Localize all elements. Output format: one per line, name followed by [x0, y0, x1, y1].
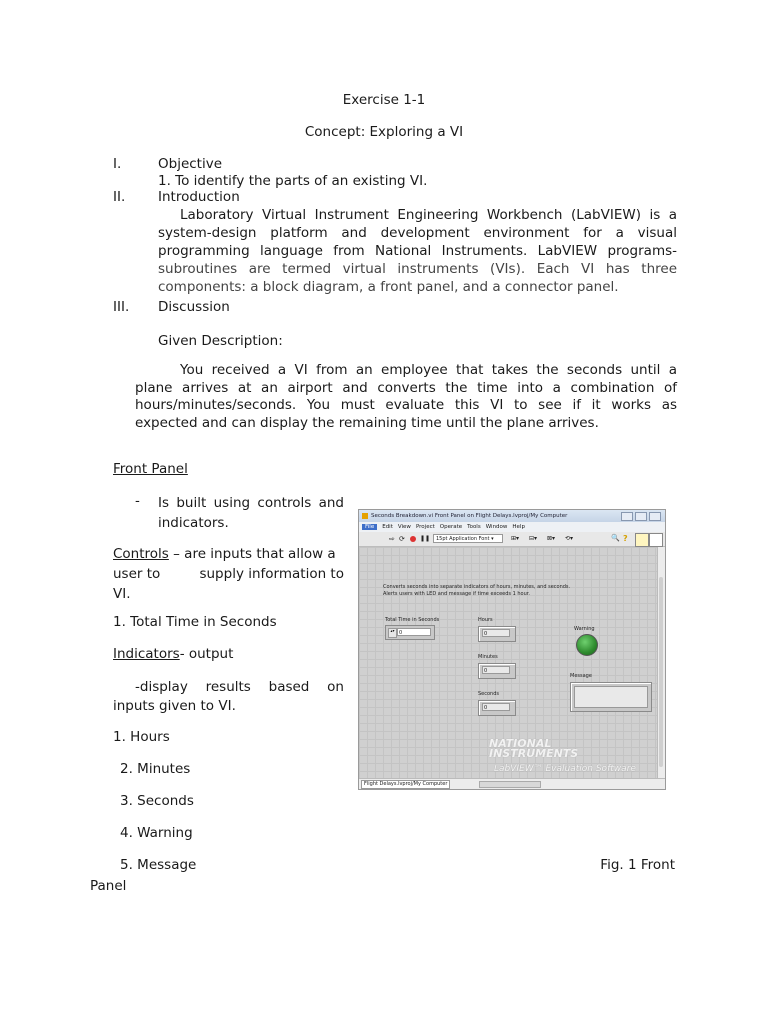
watermark-line: INSTRUMENTS	[489, 747, 579, 760]
menu-bar	[359, 522, 665, 532]
controls-definition	[113, 544, 344, 604]
exercise-title: Exercise 1-1	[342, 92, 426, 108]
menu-file[interactable]: File	[362, 524, 377, 530]
menu-tools[interactable]: Tools	[467, 524, 481, 530]
message-indicator	[570, 682, 652, 712]
minimize-icon[interactable]	[621, 512, 633, 521]
increment-decrement-icon[interactable]: ▴▾	[388, 628, 397, 638]
toolbar	[359, 532, 665, 547]
built-line: Is built using controls and	[158, 495, 344, 511]
menu-project[interactable]: Project	[415, 524, 435, 530]
section-2-number: II.	[113, 189, 126, 205]
figure-caption: Fig. 1 Front	[600, 857, 675, 873]
built-line: indicators.	[158, 515, 229, 531]
panel-canvas	[359, 547, 657, 780]
indicator-item: 4. Warning	[120, 825, 193, 841]
indicators-term: Indicators	[113, 646, 180, 662]
warning-led-icon	[576, 634, 598, 656]
labview-app-icon	[362, 513, 368, 519]
objective-item: 1. To identify the parts of an existing VI.	[158, 173, 428, 189]
watermark-line: NATIONAL	[489, 737, 552, 750]
horizontal-scrollbar[interactable]	[479, 781, 541, 788]
front-panel-heading: Front Panel	[113, 461, 188, 477]
menu-operate[interactable]: Operate	[439, 524, 463, 530]
scrollbar-thumb[interactable]	[659, 577, 663, 767]
section-3-number: III.	[113, 299, 130, 315]
reorder-icon[interactable]: ⟲▾	[565, 535, 574, 542]
intro-line: subroutines are termed virtual instruments (VIs). Each VI has three	[158, 261, 677, 277]
project-path: Flight Delays.lvproj/My Computer	[361, 780, 450, 789]
display-results-text	[113, 678, 344, 716]
controls-line: VI.	[113, 586, 131, 602]
controls-definition-text: – are inputs that allow a	[168, 546, 336, 562]
indicator-item: 2. Minutes	[120, 761, 191, 777]
abort-icon[interactable]	[410, 536, 416, 542]
hours-value: 0	[482, 629, 510, 637]
description-line: expected and can display the remaining time until the plane arrives.	[135, 414, 599, 431]
connector-pane-icon	[649, 533, 663, 547]
font-select[interactable]: 15pt Application Font ▾	[433, 534, 503, 543]
hours-indicator	[478, 626, 516, 642]
search-icon[interactable]: 🔍	[611, 534, 620, 542]
labview-front-panel-figure	[358, 509, 666, 790]
given-description-heading: Given Description:	[158, 333, 283, 349]
pause-icon[interactable]: ❚❚	[420, 535, 431, 542]
indicators-definition	[113, 646, 233, 662]
description-text: Alerts users with LED and message if time exceeds 1 hour.	[383, 591, 530, 597]
evaluation-watermark: LabVIEW™ Evaluation Software	[494, 764, 636, 774]
figure-caption-continued: Panel	[90, 878, 127, 894]
menu-help[interactable]: Help	[512, 524, 525, 530]
controls-line-part: user to	[113, 566, 161, 582]
menu-window[interactable]: Window	[485, 524, 508, 530]
seconds-indicator	[478, 700, 516, 716]
minutes-label: Minutes	[478, 654, 498, 660]
distribute-icon[interactable]: ⊟▾	[529, 535, 538, 542]
seconds-label: Seconds	[478, 691, 500, 697]
display-line: -display results based on	[135, 679, 344, 695]
indicators-definition-text: - output	[179, 646, 234, 662]
menu-edit[interactable]: Edit	[382, 524, 393, 530]
window-titlebar	[359, 510, 665, 522]
vertical-scrollbar[interactable]	[657, 547, 665, 780]
description-line: You received a VI from an employee that takes the seconds until a	[180, 362, 677, 378]
resize-icon[interactable]: ⊠▾	[547, 535, 556, 542]
menu-view[interactable]: View	[397, 524, 411, 530]
minutes-indicator	[478, 663, 516, 679]
controls-line-part: supply information to	[199, 566, 344, 582]
hours-label: Hours	[478, 617, 493, 623]
intro-line: system-design platform and development environment for a visual	[158, 225, 677, 241]
indicator-item: 5. Message	[120, 857, 197, 873]
introduction-paragraph	[158, 206, 677, 296]
message-label: Message	[570, 673, 592, 679]
section-1-title: Objective	[158, 156, 223, 172]
window-controls	[621, 512, 661, 521]
description-line: hours/minutes/seconds. You must evaluate this VI to see if it works as	[135, 397, 677, 413]
total-time-label: Total Time in Seconds	[385, 617, 440, 623]
run-arrow-icon[interactable]: ⇨	[389, 535, 395, 543]
seconds-value: 0	[482, 703, 510, 711]
status-bar	[359, 778, 665, 789]
controls-term: Controls	[113, 546, 169, 562]
given-description-paragraph	[135, 362, 677, 432]
warning-label: Warning	[574, 626, 595, 632]
intro-line: components: a block diagram, a front panel, and a connector panel.	[158, 279, 619, 295]
control-item: 1. Total Time in Seconds	[113, 614, 277, 630]
indicator-item: 1. Hours	[113, 729, 170, 745]
section-2-title: Introduction	[158, 189, 240, 205]
vi-icon	[635, 533, 649, 547]
help-icon[interactable]: ?	[623, 534, 628, 543]
minutes-value: 0	[482, 666, 510, 674]
font-select-value: 15pt Application Font	[436, 536, 490, 542]
maximize-icon[interactable]	[635, 512, 647, 521]
concept-title: Concept: Exploring a VI	[304, 124, 464, 140]
display-line: inputs given to VI.	[113, 698, 236, 714]
close-icon[interactable]	[649, 512, 661, 521]
align-icon[interactable]: ⊞▾	[511, 535, 520, 542]
description-text: Converts seconds into separate indicators of hours, minutes, and seconds.	[383, 584, 571, 590]
section-1-number: I.	[113, 156, 122, 172]
section-3-title: Discussion	[158, 299, 230, 315]
window-title: Seconds Breakdown.vi Front Panel on Flight Delays.lvproj/My Computer	[371, 513, 568, 519]
total-time-control[interactable]	[385, 625, 435, 640]
ni-watermark	[489, 739, 578, 759]
total-time-value[interactable]: 0	[397, 628, 431, 636]
bullet-dash: -	[135, 493, 140, 509]
built-using-text	[158, 493, 344, 533]
run-continuous-icon[interactable]: ⟳	[399, 535, 405, 543]
intro-line: Laboratory Virtual Instrument Engineering Workbench (LabVIEW) is a	[180, 207, 677, 223]
intro-line: programming language from National Instruments. LabVIEW programs-	[158, 243, 677, 259]
message-display	[574, 686, 648, 708]
description-line: plane arrives at an airport and converts the time into a combination of	[135, 379, 677, 396]
indicator-item: 3. Seconds	[120, 793, 194, 809]
